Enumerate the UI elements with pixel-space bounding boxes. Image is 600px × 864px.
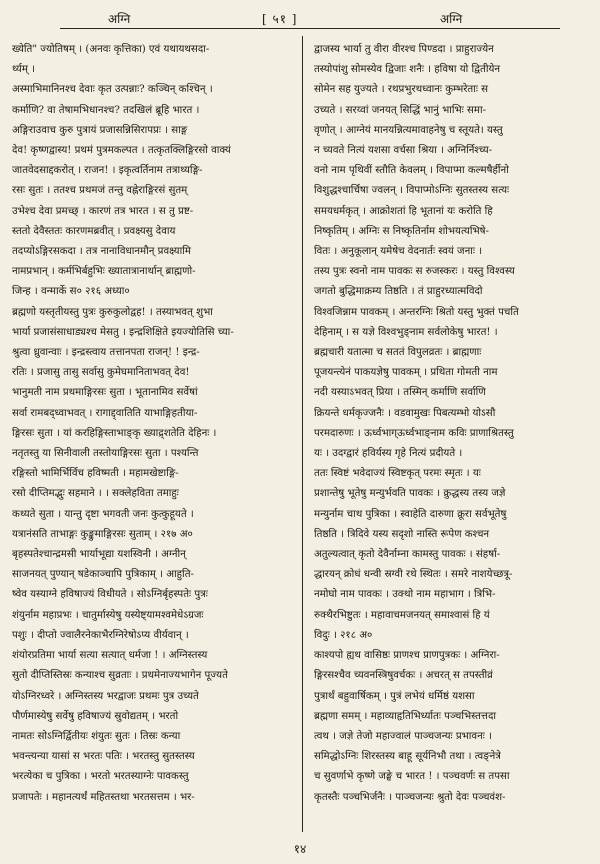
- text-line: ततः स्विष्टं भवेदाज्यं स्विष्टकृत् परमः स्मृतः । यः: [314, 468, 481, 480]
- header-left-title: अग्नि: [108, 12, 131, 26]
- text-line: द्धारयन् क्रोधं धन्वी स्रग्वी रथे स्थितः । समरे नाशयेच्छत्रू-: [314, 569, 513, 581]
- text-line: भवन्त्यन्या यासां स भरतः पतिः । भरतस्तु सुतस्तस्य: [12, 751, 195, 763]
- text-line: उच्यते । सरय्वां जनयत् सिद्धिं भानुं भाभिः समा-: [314, 104, 487, 116]
- text-line: पौर्णमास्येषु सर्वेषु हविषाज्यं स्रुवोद्यतम् । भरतो: [12, 710, 179, 722]
- right-text-column: [314, 40, 590, 830]
- text-line: यत्रानंसति ताभाङ्गः कुङ्कुमाङ्गिरसः सुताम् । २१७ अ०: [12, 528, 193, 540]
- text-line: रसः सुतः । ततश्च प्रथमजं तन्तु वह्नेराङ्गिरसं सुतम्: [12, 185, 188, 197]
- text-line: ब्रह्मणा समम् । महाव्याहृतिभिर्ध्यातः पञ्चभिस्तत्तदा: [314, 710, 497, 722]
- text-line: ङ्गिरसश्चैव च्यवनस्त्रिषुवर्चकः । अचरत् स तपस्तीव्रं: [314, 670, 493, 682]
- text-line: अस्माभिमानिनश्च देवाः कृत उत्पन्नाः? कञ्चिन् कश्चिन् ।: [12, 84, 213, 96]
- text-line: तदप्योऽङ्गिरसकदा । तत्र नानाविधानमौन् प्रवक्ष्यामि: [12, 246, 191, 258]
- text-line: र्थ्यम् ।: [12, 64, 36, 76]
- text-line: पुत्रार्थं बहुवार्षिकम् । पुत्रं लभेयं धर्मिष्ठं यशसा: [314, 690, 475, 702]
- text-line: साजनयत् पुण्यान् षडेकाञ्चापि पुत्रिकाम् । आहुति-: [12, 569, 194, 581]
- text-line: रुक्थैरभिष्टुतः । महावाचमजनयत् समाश्वासं हि यं: [314, 609, 490, 621]
- text-line: भार्या प्रजासंसाधाड्यश्च मेसतु । इन्द्रशिक्षिते इयज्योतिसि च्या-: [12, 326, 234, 338]
- text-line: ब्रह्मचारी यतात्मा च सततं विपुलव्रतः । ब्राह्मणाः: [314, 347, 482, 359]
- text-line: यः । उदग्द्वारं हविर्यस्य गृहे नित्यं प्रदीयते ।: [314, 448, 463, 460]
- text-line: परमदारुणः । ऊर्ध्वभाग्ऊर्ध्वभाङ्नाम कविः प्राणाश्रितस्तु: [314, 427, 514, 439]
- text-line: भरत्येका च पुत्रिका । भरतो भरतस्याग्नेः पावकस्तु: [12, 771, 189, 783]
- text-line: देव! कृष्णद्वास्य! प्रथमं पुत्रमकल्पत । तत्कृतक्लिङ्गिरसो वाक्यं: [12, 145, 231, 157]
- text-line: ङ्गिरसः सुता । यां करहिङ्गिस्ताभाङ्कृ ख्याद्र्शतेति देहिनः ।: [12, 427, 217, 439]
- text-line: नमोघो नाम पावकः । उक्थो नाम महाभाग । त्रिभि-: [314, 589, 496, 601]
- text-line: विश्वजिन्नाम पावकम् । अन्तरग्निः श्रितो यस्तु भुक्तं पचति: [314, 306, 519, 318]
- text-line: अङ्गिराउवाच कुरु पुत्रायं प्रजासन्निसिरापप्रः । साङ्ग: [12, 124, 188, 136]
- column-divider: [302, 36, 303, 832]
- text-line: रतिः । प्रजासु तासु सर्वासु कुमेघमानिताभवत् देव!: [12, 367, 190, 379]
- text-line: प्रशान्तेषु भूतेषु मन्युर्भवति पावकः । क्रुद्धस्य तस्य जज्ञे: [314, 488, 506, 500]
- text-line: ख्येति" ज्योतिषम् । (अनवः कृत्तिका) एवं यथायथसदा-: [12, 44, 210, 55]
- header-rule: [60, 28, 560, 29]
- text-line: कर्माणि? वा तेषामभिधानश्च? तदखिलं ब्रूहि भारत ।: [12, 104, 200, 116]
- text-line: तस्य पुत्रः स्वनो नाम पावकः स रुजस्करः । यस्तु विश्वस्य: [314, 266, 515, 278]
- text-line: नदी यस्याऽभवत् प्रिया । तस्मिन् कर्माणि सर्वाणि: [314, 387, 486, 399]
- text-line: पूजयन्त्येनं पाकयज्ञेषु पावकम् । प्रथिता गोमती नाम: [314, 367, 498, 379]
- text-line: सोमेन सह युज्यते । रथप्रभुरथध्वानः कुम्भरेताः स: [314, 84, 489, 96]
- text-line: देहिनाम् । स यज्ञे विश्वभुङ्नाम सर्वलोकेषु भारत! ।: [314, 326, 498, 338]
- text-line: मन्युर्नाम चाथ पुत्रिका । स्वाहेति दारुणा क्रूरा सर्वभूतेषु: [314, 508, 507, 520]
- text-line: विशुद्धश्चार्चिषा ज्वलन् । विपाप्मोऽग्निः सुतस्तस्य सत्यः: [314, 185, 510, 197]
- text-line: निष्कृतिम् । अग्निः स निष्कृतिर्नाम शोभयत्यभिषे-: [314, 225, 489, 237]
- text-line: सर्वा रामबद्ध्वाभवत् । रागाद्द्वातिति याभाङ्गिहतीया-: [12, 407, 198, 419]
- text-line: स्ततो देवैस्ततः कारणमब्रवीत् । प्रवक्ष्यसु देवाय: [12, 225, 176, 237]
- text-line: काश्यपो ह्यथ वासिष्ठः प्राणश्च प्राणपुत्रकः । अग्निरा-: [314, 650, 500, 662]
- text-line: प्रजापतेः । महानत्यर्थं महितस्तथा भरतसत्तम । भर-: [12, 791, 195, 803]
- text-line: जातवेदसाद्दकरोत् । राजन! । इकृत्वर्तिनाम तत्राथ्यङ्गि-: [12, 165, 203, 177]
- text-line: वृणोत् । आग्नेयं मानयन्नित्यमावाहनेषु च स्तूयते। यस्तु: [314, 124, 503, 136]
- text-line: बृहस्पतेश्चान्द्रमसी भार्याभूद्या यशस्विनी । अग्नीन्: [12, 549, 186, 561]
- text-line: रङ्गिस्तो भामिर्भिर्विच हविष्मती । महामखेष्टाङ्गि-: [12, 468, 179, 480]
- text-line: शंयोरप्रतिमा भार्या सत्या सत्यात् धर्मजा ! । अग्निस्तस्य: [12, 650, 208, 662]
- text-line: नामप्रभान् । कर्मभिर्बहुभिः ख्यातात्रानार्थान् ब्राह्मणो-: [12, 266, 196, 278]
- text-line: द्वाजस्य भार्या तु वीरा वीरश्च पिण्डदा । प्राहुराज्येन: [314, 44, 494, 55]
- text-line: भानुमती नाम प्रथमाङ्गिरसः सुता । भूतानामिव सर्वेषां: [12, 387, 198, 399]
- left-text-column: [12, 40, 294, 830]
- text-line: श्रुत्वा ध्रुवान्वाः । इन्द्रस्त्वाय तत्तानपता राजन्! ! इन्द्र-: [12, 347, 200, 359]
- text-line: क्रियन्ते धर्मकृज्जनैः । वडवामुखः पिबत्यम्भो योऽसौ: [314, 407, 496, 419]
- page-footer: [0, 840, 600, 857]
- text-line: समिद्धोऽग्निः शिरस्तस्य बाहू सूर्यनिभौ तथा । त्वङ्नेत्रे: [314, 751, 501, 763]
- text-line: तस्योपांशु सोमस्येव द्विजाः शनैः । हविषा यो द्वितीयेन: [314, 64, 501, 76]
- text-line: विदुः । २१८ अ०: [314, 629, 373, 641]
- text-line: नतृतस्तु या सिनीवाली तस्तोयाङ्गिरसः सुता । पश्यन्ति: [12, 448, 199, 460]
- text-line: त्वथ । जज्ञे तेजो महाज्वालं पाञ्चजन्यः प्रभावनः ।: [314, 730, 492, 742]
- text-line: योऽग्निरध्वरे । अग्निस्तस्य भरद्वाजः प्रथमः पुत्र उच्यते: [12, 690, 199, 702]
- header-right-title: अग्नि: [440, 12, 463, 26]
- text-line: अतुल्यत्वात् कृतो देवैर्नाम्ना कामस्तु पावकः । संहर्षा-: [314, 549, 501, 561]
- text-line: न च्यवते नित्यं यशसा वर्चसा श्रिया । अग्निर्निश्च्य-: [314, 145, 493, 157]
- text-line: वनो नाम पृथिवीं स्तौति केवलम् । विपाप्मा कल्मषैर्हीनो: [314, 165, 509, 177]
- header-page-number: [ ५१ ]: [262, 12, 298, 26]
- text-line: तिष्ठति । त्रिदिवे यस्य सदृशो नास्ति रूपेण कश्चन: [314, 528, 490, 540]
- text-line: ष्वेव यस्याग्ने हविषाज्यं विधीयते । सोऽग्निर्बृहस्पतेः पुत्रः: [12, 589, 208, 601]
- text-line: कृतस्तैः पञ्चभिर्जनैः । पाञ्चजन्यः श्रुतो देवः पञ्चवंश-: [314, 791, 506, 803]
- text-line: नामतः सोऽग्निर्द्वितीयः शंयुतः सुतः । तिस्रः कन्या: [12, 730, 181, 742]
- text-line: समयधर्मकृत् । आक्रोशतां हि भूतानां यः करोति हि: [314, 205, 493, 217]
- text-line: सुतो दीप्तिस्तिस्रः कन्याश्च सुव्रताः । प्रथमेनाज्यभागेन पूज्यते: [12, 670, 228, 682]
- text-line: ब्रह्मणो यस्तृतीयस्तु पुत्रः कुरुकुलोद्वह! । तस्याभवत् शुभा: [12, 306, 213, 318]
- text-line: उभेश्च देवा प्रमच्छ् । कारणं तत्र भारत । स तु प्रष्ट-: [12, 205, 194, 217]
- text-line: च सुवर्णाभे कृष्णे जङ्घे च भारत ! । पञ्चवर्णः स तपसा: [314, 771, 510, 783]
- text-line: कथ्यते सुता । यान्तु दृष्टा भगवती जनः कुत्कुहूयते ।: [12, 508, 194, 520]
- text-line: वितः । अनुकूलान् यमेषेच वेदनार्तः स्वयं जनाः ।: [314, 246, 483, 258]
- text-line: रसो दीप्तिमद्भुः सहमाने । । सक्लेहविता तमाहुः: [12, 488, 179, 500]
- text-line: जिन्ह । वन्मार्के स० २१६ अध्या०: [12, 286, 130, 298]
- text-line: शंयुर्नाम महाप्रभः । चातुर्मास्येषु यस्येष्ट्यामश्वमेधेऽग्रजः: [12, 609, 204, 621]
- footer-page-marker: १४: [293, 842, 307, 856]
- text-line: जगतो बुद्धिमाक्रम्य तिष्ठति । तं प्राहुरध्यात्मविदो: [314, 286, 483, 298]
- text-line: पशुः । दीप्तो ज्वालैरनेकाभैरग्निरेषोऽप्य वीर्यवान् ।: [12, 629, 189, 641]
